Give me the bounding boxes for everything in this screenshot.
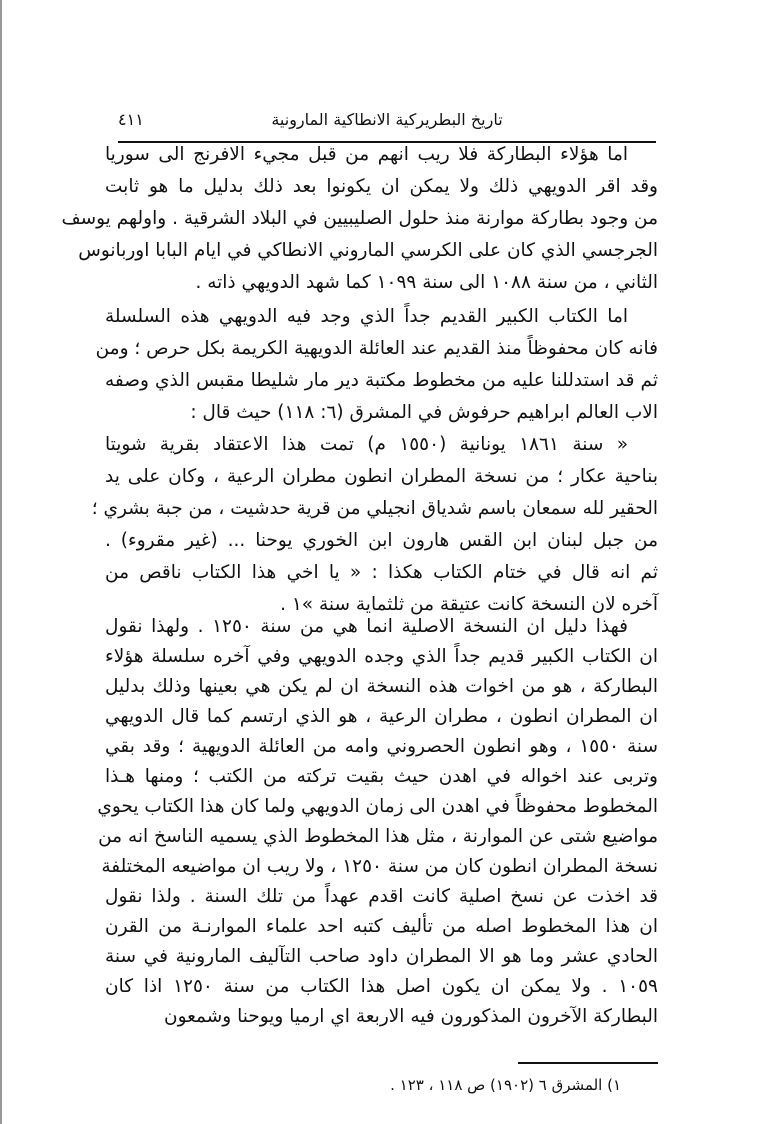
text-line: ثم انه قال في ختام الكتاب هكذا : « يا اخي هذا الكتاب ناقص من <box>105 562 658 583</box>
text-line: ان المطران انطون ، مطران الرعية ، هو الذي ارتسم كما قال الدويهي <box>105 706 658 727</box>
text-line: المخطوط محفوظاً في اهدن الى زمان الدويهي ولما كان هذا الكتاب يحوي <box>97 796 658 817</box>
text-line: وقد اقر الدويهي ذلك ولا يمكن ان يكونوا بعد ذلك بدليل ما هو ثابت <box>105 176 658 197</box>
text-line: وتربى عند اخواله في اهدن حيث بقيت تركته من الكتب ؛ ومنها هـذا <box>105 766 658 787</box>
text-line: الحادي عشر وما هو الا المطران داود صاحب التآليف المارونية في سنة <box>105 946 658 967</box>
text-line: البطاركة ، هو من اخوات هذه النسخة ان لم يكن هي بعينها وذلك بدليل <box>105 676 658 697</box>
text-line: بناحية عكار ؛ من نسخة المطران انطون مطران الرعية ، وكان على يد <box>105 466 658 487</box>
text-line: البطاركة الآخرون المذكورون فيه الاربعة اي ارميا ويوحنا وشمعون <box>163 1006 658 1027</box>
text-line: فهذا دليل ان النسخة الاصلية انما هي من سنة ١٢٥٠ . ولهذا نقول <box>105 616 628 637</box>
text-line: ثم قد استدللنا عليه من مخطوط مكتبة دير مار شليطا مقبس الذي وصفه <box>105 370 658 391</box>
scan-edge <box>0 0 2 1124</box>
text-line: مواضيع شتى عن الموارنة ، مثل هذا المخطوط الذي يسميه الناسخ انه من <box>98 826 658 847</box>
footnote-rule <box>518 1062 658 1064</box>
page-number: ٤١١ <box>118 110 144 129</box>
text-line: ان هذا المخطوط اصله من تأليف كتبه احد علماء الموارنـة من القرن <box>105 916 658 937</box>
footnote: ١) المشرق ٦ (١٩٠٢) ص ١١٨ ، ١٢٣ . <box>390 1076 621 1094</box>
text-line: ١٠٥٩ . ولا يمكن ان يكون اصل هذا الكتاب من سنة ١٢٥٠ اذا كان <box>105 976 658 997</box>
text-line: اما الكتاب الكبير القديم جداً الذي وجد فيه الدويهي هذه السلسلة <box>105 306 628 327</box>
running-title: تاريخ البطريركية الانطاكية المارونية <box>271 110 503 129</box>
text-line: الثاني ، من سنة ١٠٨٨ الى سنة ١٠٩٩ كما شهد الدويهي ذاته . <box>195 272 658 293</box>
text-line: « سنة ١٨٦١ يونانية (١٥٥٠ م) تمت هذا الاعتقاد بقرية شويتا <box>105 434 629 455</box>
text-line: الاب العالم ابراهيم حرفوش في المشرق (٦: ١١٨) حيث قال : <box>190 402 658 423</box>
text-line: الجرجسي الذي كان على الكرسي الماروني الانطاكي في ايام البابا اوربانوس <box>78 240 658 261</box>
text-line: ان الكتاب الكبير قديم جداً الذي وجده الدويهي وفي آخره سلسلة هؤلاء <box>105 646 658 667</box>
text-line: اما هؤلاء البطاركة فلا ريب انهم من قبل مجيء الافرنج الى سوريا <box>105 144 628 165</box>
running-header <box>118 110 656 138</box>
text-line: فانه كان محفوظاً منذ القديم عند العائلة الدويهية الكريمة بكل حرص ؛ ومن <box>95 338 658 359</box>
text-line: الحقير لله سمعان باسم شدياق انجيلي من قرية حدشيت ، من جبة بشري ؛ <box>91 498 658 519</box>
text-line: قد اخذت عن نسخ اصلية كانت اقدم عهداً من تلك السنة . ولذا نقول <box>105 886 658 907</box>
text-line: نسخة المطران انطون كان من سنة ١٢٥٠ ، ولا ريب ان مواضيعه المختلفة <box>101 856 658 877</box>
text-line: من وجود بطاركة موارنة منذ حلول الصليبيين في البلاد الشرقية . واولهم يوسف <box>61 208 658 229</box>
text-line: آخره لان النسخة كانت عتيقة من ثلثماية سنة »١ . <box>280 594 658 615</box>
text-line: من جبل لبنان ابن القس هارون ابن الخوري يوحنا ... (غير مقروء) . <box>105 530 658 551</box>
text-line: سنة ١٥٥٠ ، وهو انطون الحصروني وامه من العائلة الدويهية ؛ وقد بقي <box>105 736 658 757</box>
